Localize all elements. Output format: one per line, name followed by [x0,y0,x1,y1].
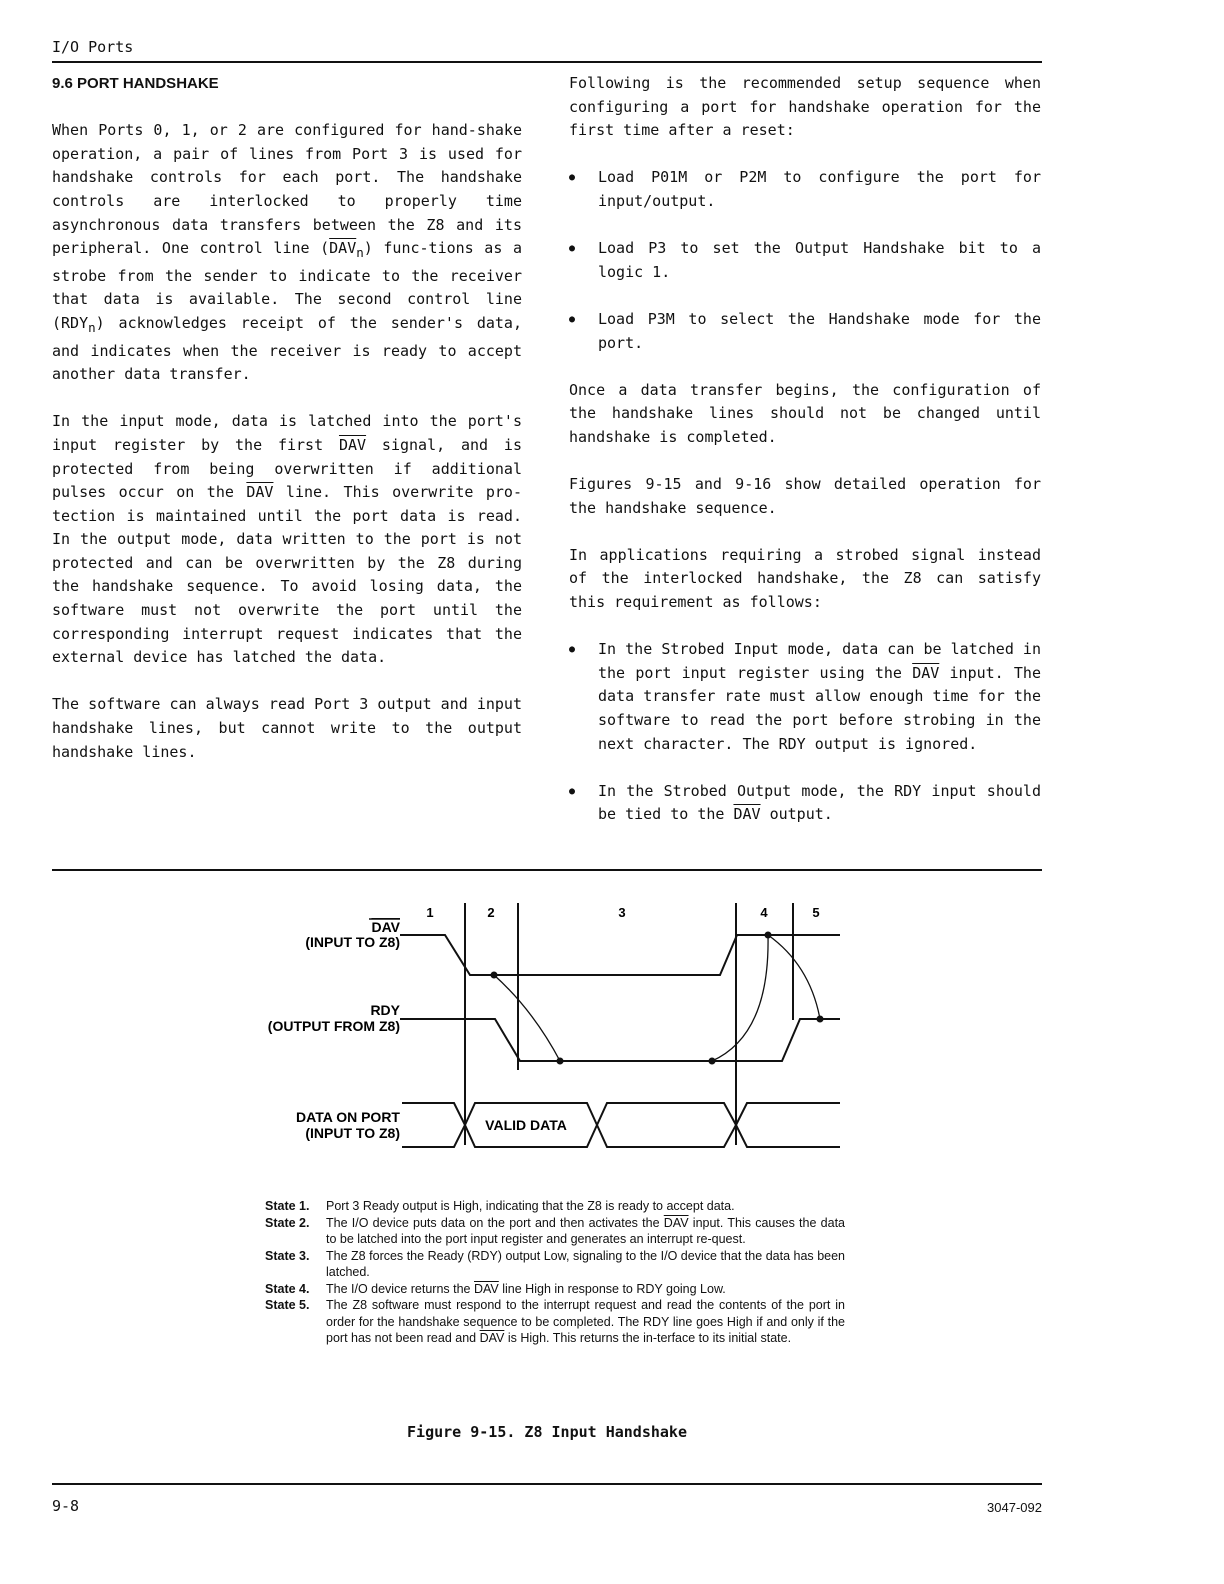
subscript-n: n [88,319,96,335]
state-text [326,1297,845,1347]
state-text: Port 3 Ready output is High, indicating that the Z8 is ready to accept data. [326,1199,735,1213]
event-dot [491,972,498,979]
paragraph-input-mode [52,410,522,670]
state-text: The Z8 forces the Ready (RDY) output Low, signaling to the I/O device that the data has been latched. [326,1248,845,1279]
state-label: State 5. [265,1298,310,1312]
state-label: State 2. [265,1215,310,1230]
causal-arrow [712,935,768,1061]
rdy-signal-sublabel: (OUTPUT FROM Z8) [267,1018,400,1034]
text-span: is High. This returns the in-terface to its initial state. [504,1331,792,1345]
text-span: When Ports 0, 1, or 2 are configured for hand-shake operation, a pair of lines from Port 3 is used for handshake controls for each port. The handshake controls are interlocked to properly time asynchronous data transfers between the Z8 and its peripheral. One control line ( [52,121,522,258]
state-descriptions [265,1198,845,1347]
dav-signal: $\overline{DAV}$ [663,1215,689,1230]
text-span: input. This causes the data to be latched into the port input register and generates an interrupt re-quest. [326,1215,845,1246]
paragraph-setup-intro: Following is the recommended setup sequence when configuring a port for handshake operation for the first time after a reset: [569,74,1041,140]
state-number: 5 [812,905,820,920]
state-label: State 1. [265,1199,310,1213]
dav-signal: $\overline{DAV}$ [338,435,367,454]
list-item: ● Load P3 to set the Output Handshake bit to a logic 1. [569,237,1041,284]
text-span: The I/O device returns the [326,1281,474,1296]
right-column [569,72,1041,851]
dav-signal: $\overline{DAV}$ [474,1281,499,1296]
strobed-modes-list [569,638,1041,827]
text-span: The I/O device puts data on the port and then activates the [326,1215,664,1230]
figure-caption: Figure 9-15. Z8 Input Handshake [407,1423,687,1441]
paragraph-configuration: Once a data transfer begins, the configuration of the handshake lines should not be changed until handshake is completed. [569,380,1041,446]
text-span: output. [760,805,833,824]
page-number: 9-8 [52,1497,80,1515]
state-description [265,1297,845,1347]
data-signal-label: DATA ON PORT [296,1109,400,1125]
dav-signal: $\overline{DAV}$ [733,805,761,824]
event-dot [557,1058,564,1065]
text-span: In the Strobed Input mode, data can be latched in the port input register using the [598,640,1041,682]
paragraph-handshake-intro [52,119,522,387]
dav-signal-label: DAV [371,919,400,935]
paragraph-software-read: The software can always read Port 3 output and input handshake lines, but cannot write to the output handshake lines. [52,695,522,761]
figure-top-rule [52,869,1042,871]
text-span: signal, and is protected from being overwritten if additional pulses occur on the [52,435,522,502]
running-head: I/O Ports [52,38,134,56]
list-item: ● Load P3M to select the Handshake mode for the port. [569,308,1041,355]
event-dot [817,1016,824,1023]
text-span: input. The data transfer rate must allow enough time for the software to read the port before strobing in the next character. The RDY output is ignored. [598,663,1041,753]
text-span: The Z8 software must respond to the interrupt request and read the contents of the port in order for the handshake sequence to be completed. The RDY line goes High if and only if the port has not been read and [326,1298,845,1345]
paragraph-strobed: In applications requiring a strobed signal instead of the interlocked handshake, the Z8 can satisfy this requirement as follows: [569,545,1041,612]
dav-signal: $\overline{DAV}$ [246,483,274,502]
event-dot [709,1058,716,1065]
text-span: ) func-tions as a strobe from the sender to indicate to the receiver that data is available. The second control line (RDY [52,239,522,332]
state-label: State 3. [265,1248,310,1263]
state-description [265,1281,845,1298]
section-title: 9.6 PORT HANDSHAKE [52,75,219,92]
valid-data-label: VALID DATA [485,1117,567,1133]
event-dot [765,932,772,939]
state-label: State 4. [265,1281,310,1296]
header-rule [52,61,1042,63]
causal-arrow [494,975,560,1061]
state-text [326,1281,845,1298]
data-line-top [402,1103,840,1147]
list-item [569,780,1041,827]
rdy-signal-label: RDY [370,1002,400,1018]
text-span: In the Strobed Output mode, the RDY input should be tied to the [598,781,1041,824]
footer-rule [52,1483,1042,1485]
dav-signal-sublabel: (INPUT TO Z8) [305,934,400,950]
text-span: ) acknowledges receipt of the sender's data, and indicates when the receiver is ready to accept another data transfer. [52,313,522,384]
state-number: 1 [426,905,434,920]
paragraph-figures: Figures 9-15 and 9-16 show detailed operation for the handshake sequence. [569,475,1041,517]
list-item: ● Load P01M or P2M to configure the port for input/output. [569,166,1041,213]
dav-signal: $\overline{DAV}$ [329,239,357,258]
text-span: line High in response to RDY going Low. [498,1281,726,1296]
text-span: line. This overwrite pro-tection is maintained until the port data is read. In the output mode, data written to the port is not protected and can be overwritten by the Z8 during the handshake sequence. To avoid losing data, the software must not overwrite the port until the corresponding interrupt request indicates that the external device has latched the data. [52,483,522,667]
state-number: 2 [487,905,495,920]
data-signal-sublabel: (INPUT TO Z8) [305,1125,400,1141]
state-description [265,1248,845,1281]
setup-steps-list [569,166,1041,355]
timing-diagram [250,895,850,1155]
data-line-bottom [402,1103,840,1147]
state-text [326,1215,845,1248]
subscript-n: n [356,245,364,261]
dav-signal: $\overline{DAV}$ [479,1331,505,1345]
list-item [569,638,1041,756]
left-column [52,72,522,788]
state-description [265,1215,845,1248]
state-number: 4 [760,905,768,920]
dav-signal: $\overline{DAV}$ [912,663,940,682]
state-description [265,1198,845,1215]
text-span: In the input mode, data is latched into the port's input register by the first [52,412,522,454]
state-number: 3 [618,905,626,920]
document-number: 3047-092 [987,1500,1042,1515]
